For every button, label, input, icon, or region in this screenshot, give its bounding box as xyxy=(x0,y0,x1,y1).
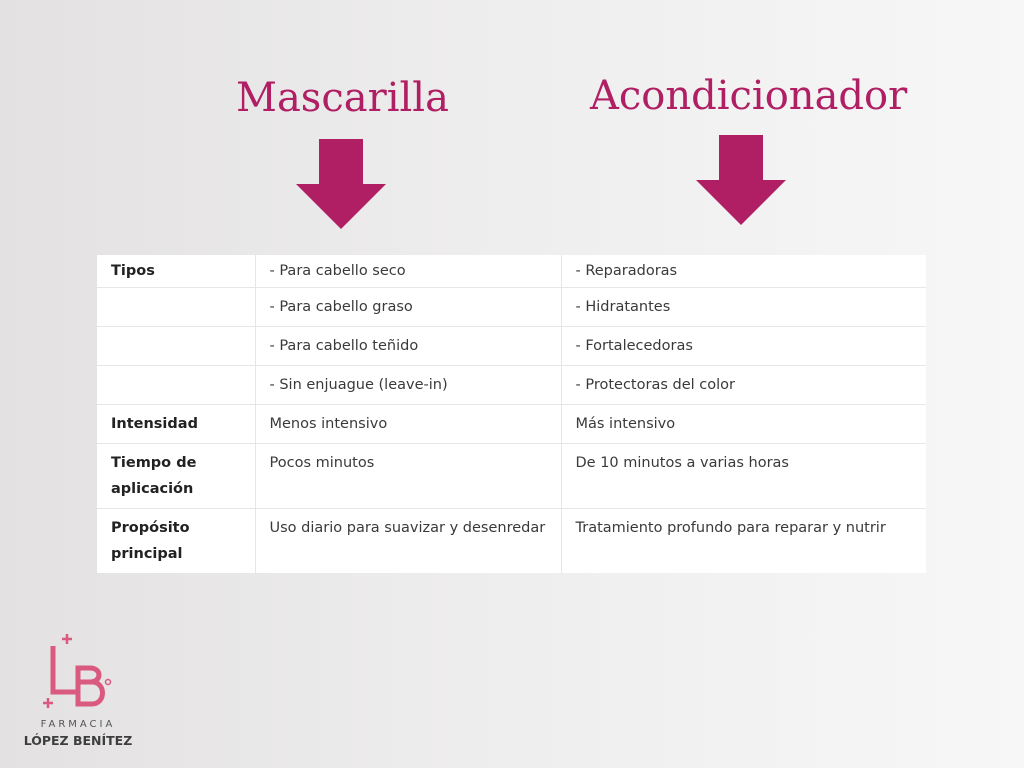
mascarilla-cell: - Sin enjuague (leave-in) xyxy=(255,366,561,405)
row-label: Propósito principal xyxy=(111,520,190,562)
arrow-down-icon xyxy=(296,139,386,229)
arrow-down-icon xyxy=(696,135,786,225)
mascarilla-heading: Mascarilla xyxy=(236,75,449,121)
row-label: Tiempo de aplicación xyxy=(97,444,255,509)
acondicionador-cell: - Fortalecedoras xyxy=(561,327,926,366)
acondicionador-cell: De 10 minutos a varias horas xyxy=(561,444,926,509)
table-row xyxy=(97,327,926,366)
mascarilla-cell: - Para cabello graso xyxy=(255,288,561,327)
acondicionador-cell: - Hidratantes xyxy=(561,288,926,327)
acondicionador-cell: Más intensivo xyxy=(561,405,926,444)
logo-name: LÓPEZ BENÍTEZ xyxy=(23,733,133,748)
acondicionador-cell: - Protectoras del color xyxy=(561,366,926,405)
table-row xyxy=(97,405,926,444)
comparison-table xyxy=(97,255,926,573)
row-label xyxy=(97,288,255,327)
mascarilla-cell: - Para cabello teñido xyxy=(255,327,561,366)
table-row xyxy=(97,509,926,574)
table-row xyxy=(97,366,926,405)
mascarilla-cell: Menos intensivo xyxy=(255,405,561,444)
acondicionador-cell: - Reparadoras xyxy=(561,255,926,288)
row-label: Tipos xyxy=(97,255,255,288)
mascarilla-cell: - Para cabello seco xyxy=(255,255,561,288)
farmacia-logo xyxy=(18,632,138,752)
mascarilla-cell: Uso diario para suavizar y desenredar xyxy=(255,509,561,574)
acondicionador-heading: Acondicionador xyxy=(590,73,908,119)
table-row xyxy=(97,255,926,288)
table-row xyxy=(97,288,926,327)
table-row xyxy=(97,444,926,509)
row-label xyxy=(97,327,255,366)
farmacia-logo-icon xyxy=(40,632,116,714)
row-label: Intensidad xyxy=(97,405,255,444)
acondicionador-cell: Tratamiento profundo para reparar y nutrir xyxy=(561,509,926,574)
logo-subtitle: FARMACIA xyxy=(40,719,116,730)
row-label xyxy=(97,366,255,405)
mascarilla-cell: Pocos minutos xyxy=(255,444,561,509)
